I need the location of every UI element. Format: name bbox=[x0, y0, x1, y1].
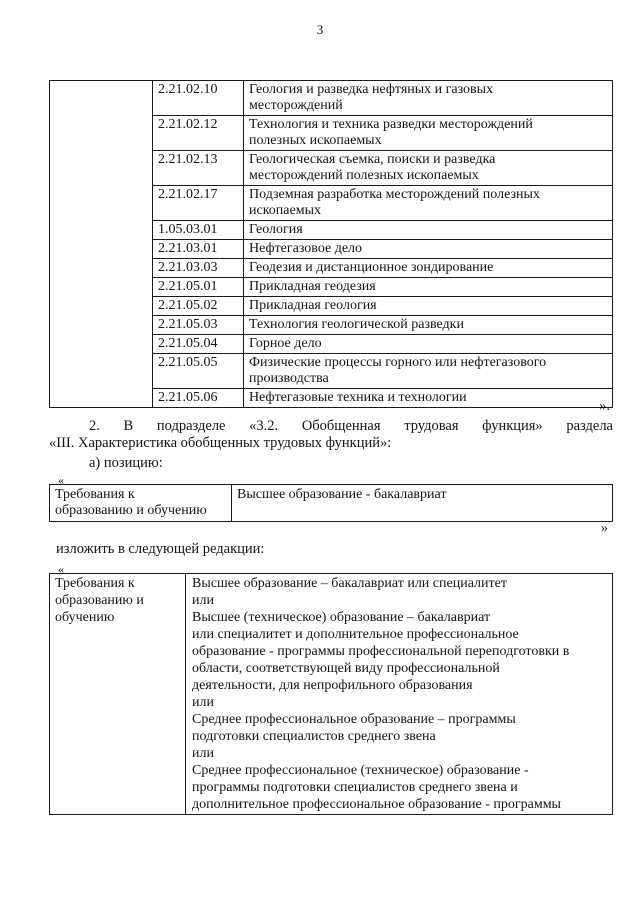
opening-quote: « bbox=[58, 473, 64, 487]
specialty-name-line: Геологическая съемка, поиски и разведка bbox=[249, 152, 496, 167]
specialty-code: 2.21.05.03 bbox=[153, 316, 244, 335]
new-position-value-line: Высшее (техническое) образование – бакалавриат bbox=[192, 610, 491, 625]
new-position-label bbox=[50, 574, 186, 815]
specialty-code: 1.05.03.01 bbox=[153, 221, 244, 240]
new-position-value-line: программы подготовки специалистов среднего звена и bbox=[192, 780, 518, 795]
new-position-label-line: образованию и bbox=[55, 593, 144, 608]
new-position-value-line: или специалитет и дополнительное профессиональное bbox=[192, 627, 519, 642]
specialty-name-line: Прикладная геодезия bbox=[249, 279, 376, 294]
specialty-name-line: Геодезия и дистанционное зондирование bbox=[249, 260, 494, 275]
new-position-value-line: деятельности, для непрофильного образования bbox=[192, 678, 473, 693]
specialty-name-line: полезных ископаемых bbox=[249, 133, 382, 148]
new-position-value-line: Среднее профессиональное образование – программы bbox=[192, 712, 516, 727]
new-position-value-line: подготовки специалистов среднего звена bbox=[192, 729, 436, 744]
paragraph-line-2: «III. Характеристика обобщенных трудовых функций»: bbox=[49, 435, 392, 451]
old-position-table bbox=[49, 484, 613, 522]
specialty-name bbox=[244, 389, 613, 408]
new-position-value-line: или bbox=[192, 695, 214, 710]
specialty-name-line: Нефтегазовое дело bbox=[249, 241, 363, 256]
specialty-name-line: ископаемых bbox=[249, 203, 321, 218]
new-position-value-line: Среднее профессиональное (техническое) образование - bbox=[192, 763, 529, 778]
specialty-name bbox=[244, 259, 613, 278]
old-position-label bbox=[50, 485, 232, 522]
specialty-name bbox=[244, 221, 613, 240]
specialty-name-line: месторождений полезных ископаемых bbox=[249, 168, 479, 183]
specialty-table-body bbox=[50, 81, 613, 408]
specialty-name bbox=[244, 335, 613, 354]
specialty-code: 2.21.03.01 bbox=[153, 240, 244, 259]
new-position-value-line: дополнительное профессиональное образование - программы bbox=[192, 797, 561, 812]
specialty-name-line: Геология и разведка нефтяных и газовых bbox=[249, 82, 494, 97]
specialty-name bbox=[244, 297, 613, 316]
old-position-label-line: образованию и обучению bbox=[55, 503, 207, 518]
specialty-name-line: Технология геологической разведки bbox=[249, 317, 464, 332]
specialty-code: 2.21.02.10 bbox=[153, 81, 244, 116]
specialty-name-line: Подземная разработка месторождений полезных bbox=[249, 187, 540, 202]
specialty-code: 2.21.02.13 bbox=[153, 151, 244, 186]
specialty-name bbox=[244, 186, 613, 221]
restate-text: изложить в следующей редакции: bbox=[56, 541, 265, 557]
closing-quote: ». bbox=[599, 398, 610, 414]
specialty-name bbox=[244, 278, 613, 297]
closing-quote: » bbox=[600, 520, 608, 536]
page-number: 3 bbox=[316, 22, 324, 37]
new-position-value-line: образование - программы профессиональной переподготовки в bbox=[192, 644, 570, 659]
specialty-name bbox=[244, 116, 613, 151]
specialty-code: 2.21.05.04 bbox=[153, 335, 244, 354]
specialty-name-line: Технология и техника разведки месторождений bbox=[249, 117, 533, 132]
new-position-value-line: области, соответствующей виду профессиональной bbox=[192, 661, 500, 676]
new-position-value bbox=[186, 574, 613, 815]
specialty-name bbox=[244, 151, 613, 186]
specialty-row bbox=[50, 81, 613, 116]
old-position-row bbox=[50, 485, 613, 522]
specialty-code: 2.21.05.05 bbox=[153, 354, 244, 389]
old-position-value: Высшее образование - бакалавриат bbox=[232, 485, 613, 522]
new-position-value-line: Высшее образование – бакалавриат или специалитет bbox=[192, 576, 507, 591]
specialty-name bbox=[244, 316, 613, 335]
specialty-code: 2.21.05.02 bbox=[153, 297, 244, 316]
new-position-table bbox=[49, 573, 613, 815]
specialty-name bbox=[244, 354, 613, 389]
new-position-label-line: обучению bbox=[55, 610, 115, 625]
new-position-value-line: или bbox=[192, 746, 214, 761]
subitem-a: а) позицию: bbox=[89, 455, 163, 471]
specialty-name-line: Нефтегазовые техника и технологии bbox=[249, 390, 467, 405]
new-position-value-line: или bbox=[192, 593, 214, 608]
specialty-code: 2.21.02.12 bbox=[153, 116, 244, 151]
specialty-name bbox=[244, 240, 613, 259]
new-position-label-line: Требования к bbox=[55, 576, 135, 591]
specialty-name-line: Прикладная геология bbox=[249, 298, 377, 313]
specialty-name-line: Горное дело bbox=[249, 336, 322, 351]
old-position-label-line: Требования к bbox=[55, 487, 135, 502]
empty-cell bbox=[50, 81, 153, 408]
specialty-name-line: Физические процессы горного или нефтегазового bbox=[249, 355, 547, 370]
new-position-row bbox=[50, 574, 613, 815]
paragraph-line-1: 2. В подразделе «3.2. Обобщенная трудовая функция» раздела bbox=[89, 418, 613, 434]
specialty-name-line: месторождений bbox=[249, 98, 343, 113]
specialty-code: 2.21.05.06 bbox=[153, 389, 244, 408]
specialty-code: 2.21.03.03 bbox=[153, 259, 244, 278]
specialty-code: 2.21.05.01 bbox=[153, 278, 244, 297]
specialty-name bbox=[244, 81, 613, 116]
specialty-code: 2.21.02.17 bbox=[153, 186, 244, 221]
amendment-paragraph bbox=[49, 418, 613, 452]
specialty-table bbox=[49, 80, 613, 408]
opening-quote: « bbox=[58, 562, 64, 576]
specialty-name-line: производства bbox=[249, 371, 329, 386]
specialty-name-line: Геология bbox=[249, 222, 303, 237]
